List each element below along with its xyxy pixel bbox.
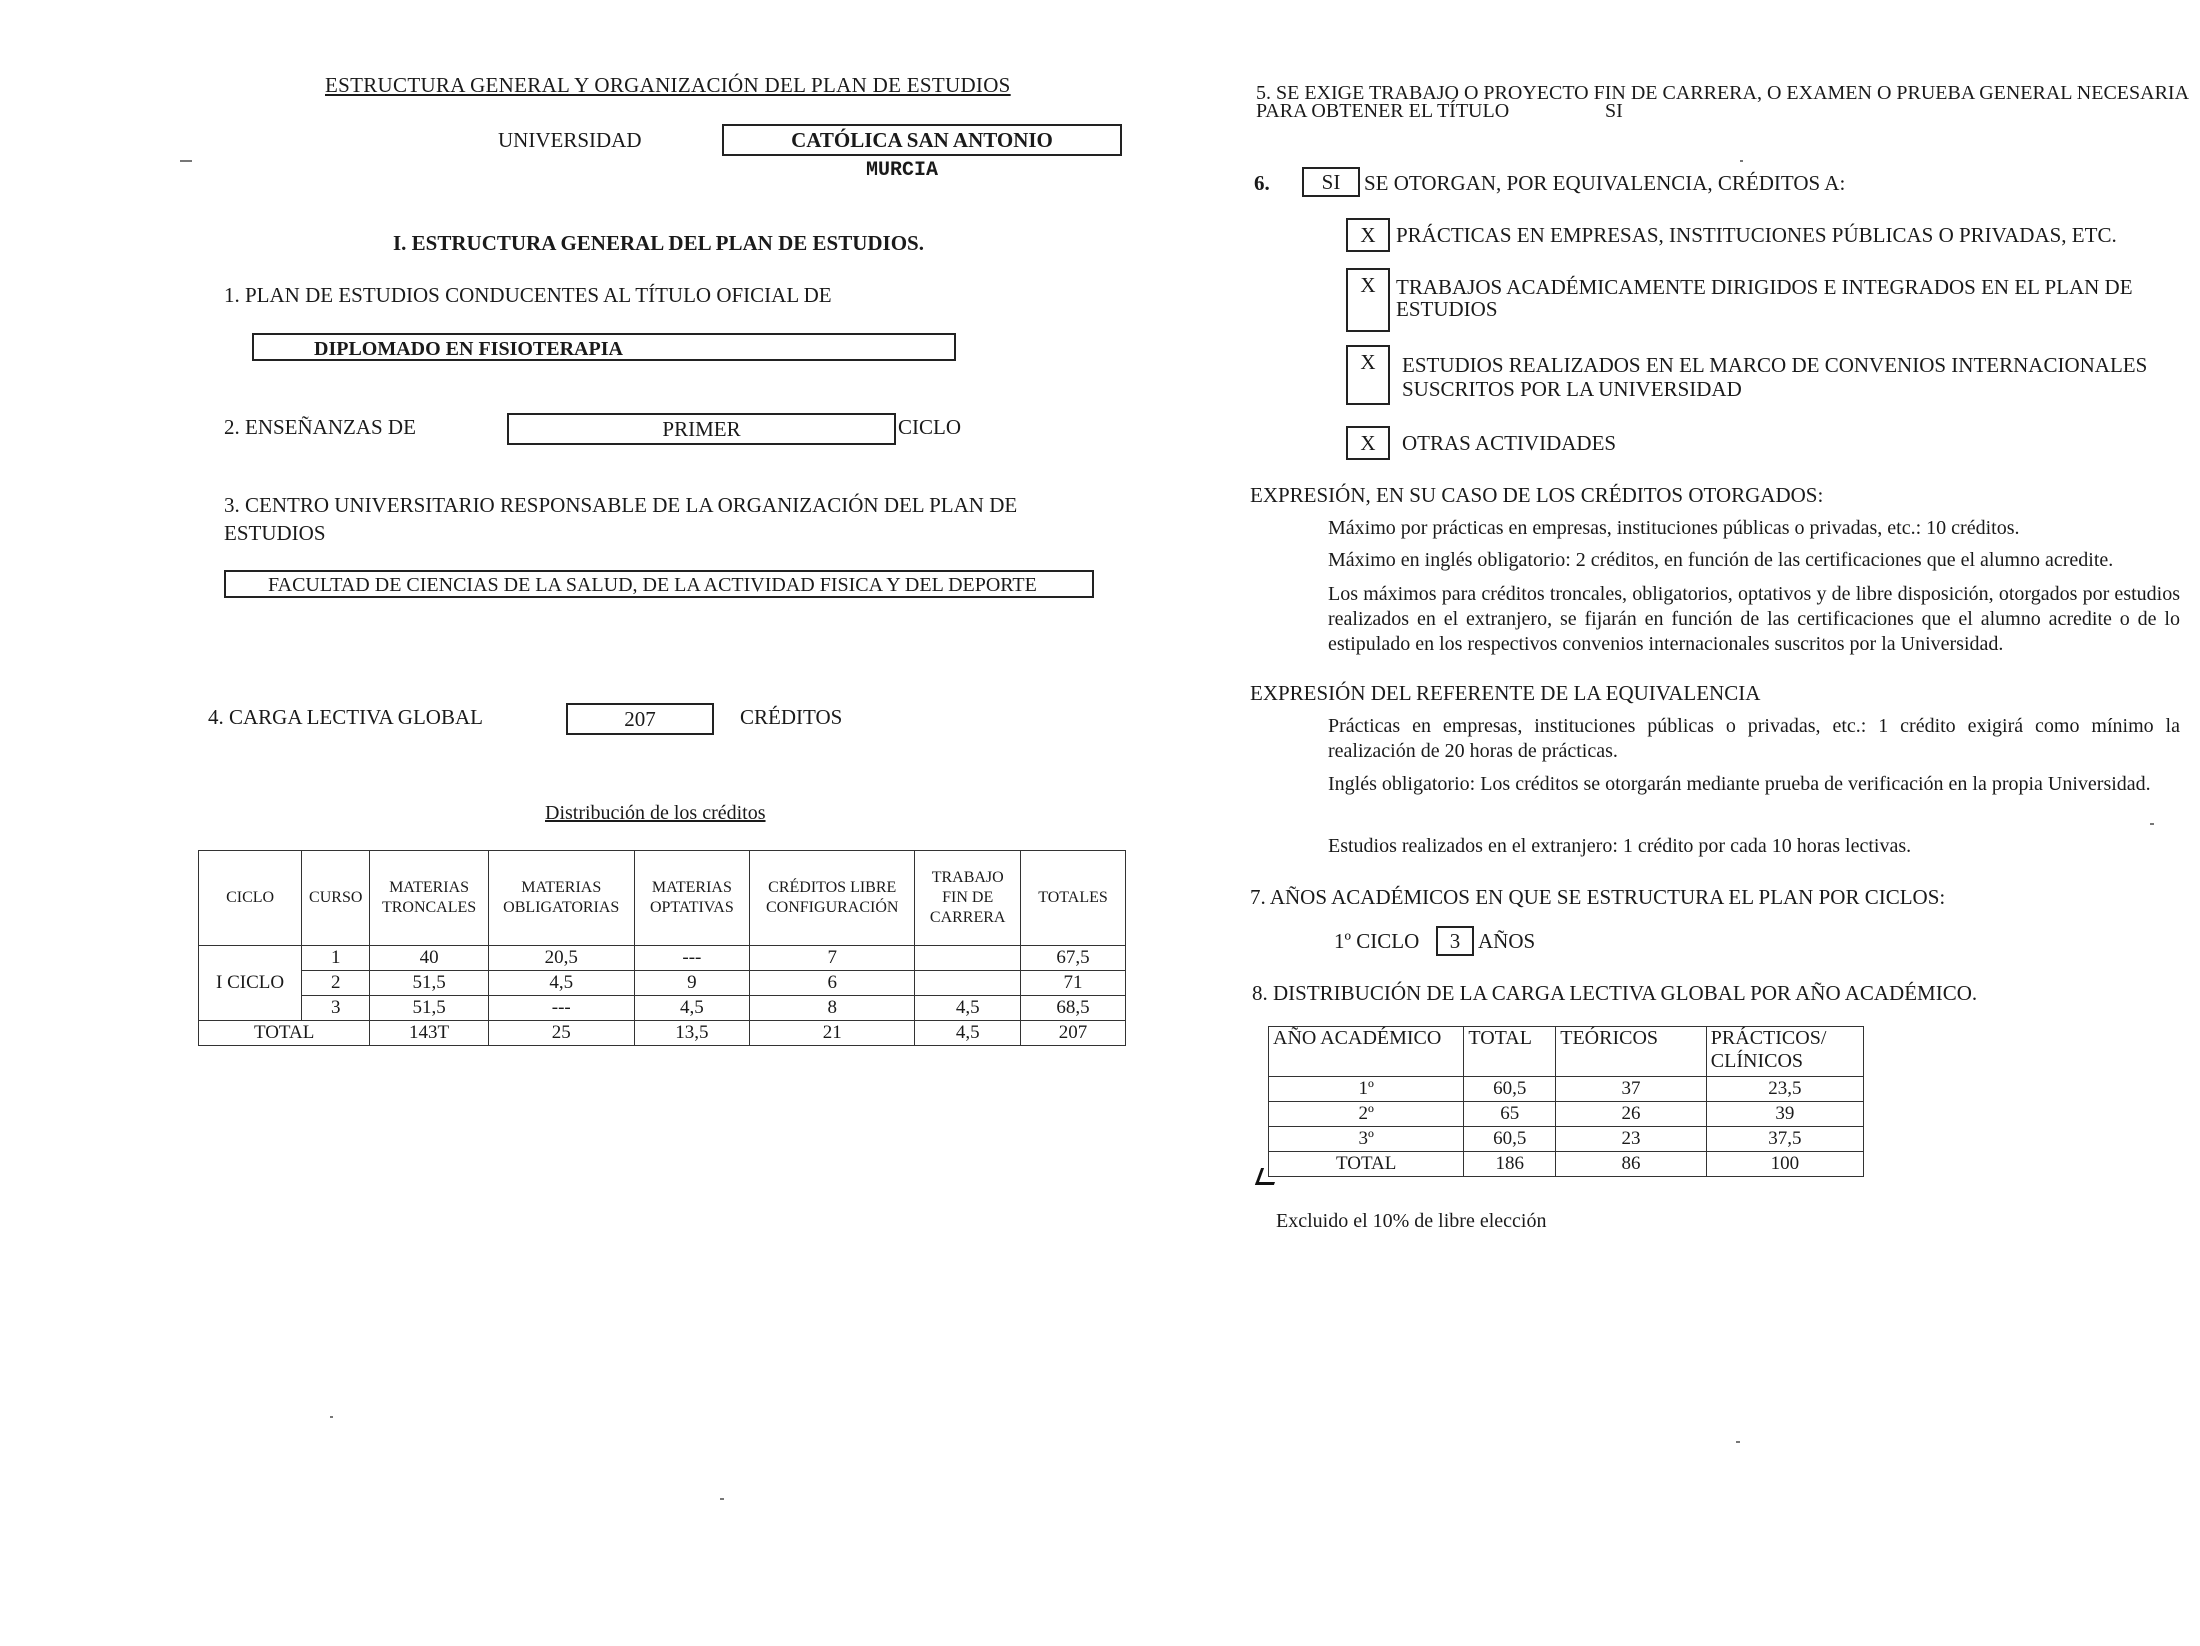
cell-curso: 1 bbox=[302, 946, 370, 971]
item7-label: 7. AÑOS ACADÉMICOS EN QUE SE ESTRUCTURA EL PLAN POR CICLOS: bbox=[1250, 885, 1946, 909]
expr1-p3: Los máximos para créditos troncales, obligatorios, optativos y de libre disposición, otorgados por estudios realizados en el extranjero, se fijarán en función de las certificaciones que el alumno acredite o de lo estipulado en los respectivos convenios internacionales suscritos por la Universidad. bbox=[1328, 583, 2180, 655]
item1-label: 1. PLAN DE ESTUDIOS CONDUCENTES AL TÍTULO OFICIAL DE bbox=[224, 283, 832, 307]
scan-mark bbox=[720, 1498, 724, 1500]
table-row bbox=[199, 971, 1126, 996]
universidad-city: MURCIA bbox=[866, 159, 939, 182]
item2-suffix: CICLO bbox=[898, 415, 961, 439]
cell-total: 68,5 bbox=[1021, 996, 1126, 1021]
total-total: 186 bbox=[1464, 1152, 1556, 1177]
cell-optativas: 9 bbox=[634, 971, 749, 996]
distribution-table bbox=[198, 850, 1126, 1046]
total-obligatorias: 25 bbox=[488, 1021, 634, 1046]
cell-obligatorias: 20,5 bbox=[488, 946, 634, 971]
item7-value-box: 3 bbox=[1436, 926, 1474, 956]
item8-label: 8. DISTRIBUCIÓN DE LA CARGA LECTIVA GLOBAL POR AÑO ACADÉMICO. bbox=[1252, 981, 1978, 1005]
scan-mark bbox=[2150, 823, 2154, 825]
cell-year: 2º bbox=[1269, 1102, 1464, 1127]
total-totales: 207 bbox=[1021, 1021, 1126, 1046]
header-trabajo: TRABAJO FIN DE CARRERA bbox=[915, 851, 1021, 946]
scan-mark bbox=[1736, 1441, 1740, 1443]
total-libre: 21 bbox=[750, 1021, 915, 1046]
year-table-total-row bbox=[1269, 1152, 1864, 1177]
table-row bbox=[1269, 1102, 1864, 1127]
header-teoricos: TEÓRICOS bbox=[1556, 1027, 1707, 1077]
total-practicos: 100 bbox=[1706, 1152, 1863, 1177]
ciclo-label: I CICLO bbox=[199, 946, 302, 1021]
item2-value-box: PRIMER bbox=[507, 413, 896, 445]
universidad-value-box: CATÓLICA SAN ANTONIO bbox=[722, 124, 1122, 156]
check-otras[interactable]: X bbox=[1346, 426, 1390, 460]
pen-mark bbox=[1255, 1168, 1280, 1185]
universidad-label: UNIVERSIDAD bbox=[498, 128, 642, 152]
cell-trabajo bbox=[915, 971, 1021, 996]
table-row bbox=[199, 946, 1126, 971]
cell-trabajo: 4,5 bbox=[915, 996, 1021, 1021]
cell-teoricos: 26 bbox=[1556, 1102, 1707, 1127]
header-libre: CRÉDITOS LIBRE CONFIGURACIÓN bbox=[750, 851, 915, 946]
cell-obligatorias: 4,5 bbox=[488, 971, 634, 996]
item7-suffix: AÑOS bbox=[1478, 929, 1536, 953]
expr2-p3: Estudios realizados en el extranjero: 1 crédito por cada 10 horas lectivas. bbox=[1328, 835, 1912, 857]
cell-teoricos: 23 bbox=[1556, 1127, 1707, 1152]
check-convenios-text-line1: ESTUDIOS REALIZADOS EN EL MARCO DE CONVENIOS INTERNACIONALES bbox=[1402, 353, 2148, 377]
header-totales: TOTALES bbox=[1021, 851, 1126, 946]
total-trabajo: 4,5 bbox=[915, 1021, 1021, 1046]
item3-label-line2: ESTUDIOS bbox=[224, 521, 326, 545]
table-row bbox=[1269, 1077, 1864, 1102]
header-ciclo: CICLO bbox=[199, 851, 302, 946]
check-practicas[interactable]: X bbox=[1346, 218, 1390, 252]
header-total: TOTAL bbox=[1464, 1027, 1556, 1077]
expr1-heading: EXPRESIÓN, EN SU CASO DE LOS CRÉDITOS OTORGADOS: bbox=[1250, 483, 1824, 507]
cell-practicos: 39 bbox=[1706, 1102, 1863, 1127]
year-table-header-row bbox=[1269, 1027, 1864, 1077]
section1-heading: I. ESTRUCTURA GENERAL DEL PLAN DE ESTUDIOS. bbox=[393, 231, 924, 255]
item6-box: SI bbox=[1302, 167, 1360, 197]
cell-troncales: 51,5 bbox=[370, 996, 489, 1021]
cell-libre: 6 bbox=[750, 971, 915, 996]
scan-mark bbox=[330, 1416, 333, 1418]
item6-number: 6. bbox=[1254, 171, 1270, 195]
header-curso: CURSO bbox=[302, 851, 370, 946]
check-convenios-mark: X bbox=[1360, 350, 1376, 374]
cell-total: 65 bbox=[1464, 1102, 1556, 1127]
check-trabajos-mark: X bbox=[1360, 273, 1376, 297]
scan-mark bbox=[1740, 160, 1743, 162]
expr1-p2: Máximo en inglés obligatorio: 2 créditos, en función de las certificaciones que el alumno acredite. bbox=[1328, 549, 2114, 571]
cell-total: 67,5 bbox=[1021, 946, 1126, 971]
cell-practicos: 23,5 bbox=[1706, 1077, 1863, 1102]
total-teoricos: 86 bbox=[1556, 1152, 1707, 1177]
item1-value-box: DIPLOMADO EN FISIOTERAPIA bbox=[252, 333, 956, 361]
year-table bbox=[1268, 1026, 1864, 1177]
total-troncales: 143T bbox=[370, 1021, 489, 1046]
table-header-row bbox=[199, 851, 1126, 946]
page-title: ESTRUCTURA GENERAL Y ORGANIZACIÓN DEL PLAN DE ESTUDIOS bbox=[325, 73, 1011, 97]
cell-troncales: 51,5 bbox=[370, 971, 489, 996]
item4-suffix: CRÉDITOS bbox=[740, 705, 843, 729]
check-convenios[interactable] bbox=[1346, 345, 1390, 405]
expr1-p1: Máximo por prácticas en empresas, instituciones públicas o privadas, etc.: 10 créditos. bbox=[1328, 517, 2020, 539]
header-obligatorias: MATERIAS OBLIGATORIAS bbox=[488, 851, 634, 946]
cell-optativas: --- bbox=[634, 946, 749, 971]
item5-line2: PARA OBTENER EL TÍTULO bbox=[1256, 100, 1510, 122]
total-optativas: 13,5 bbox=[634, 1021, 749, 1046]
cell-practicos: 37,5 bbox=[1706, 1127, 1863, 1152]
check-trabajos-text-line1: TRABAJOS ACADÉMICAMENTE DIRIGIDOS E INTEGRADOS EN EL PLAN DE bbox=[1396, 275, 2133, 299]
header-ano: AÑO ACADÉMICO bbox=[1269, 1027, 1464, 1077]
cell-libre: 7 bbox=[750, 946, 915, 971]
header-troncales: MATERIAS TRONCALES bbox=[370, 851, 489, 946]
check-trabajos[interactable] bbox=[1346, 268, 1390, 332]
cell-teoricos: 37 bbox=[1556, 1077, 1707, 1102]
expr2-p2: Inglés obligatorio: Los créditos se otorgarán mediante prueba de verificación en la propia Universidad. bbox=[1328, 773, 2151, 795]
cell-total: 71 bbox=[1021, 971, 1126, 996]
cell-libre: 8 bbox=[750, 996, 915, 1021]
cell-curso: 3 bbox=[302, 996, 370, 1021]
cell-total: 60,5 bbox=[1464, 1127, 1556, 1152]
cell-year: 1º bbox=[1269, 1077, 1464, 1102]
item7-ciclo: 1º CICLO bbox=[1334, 929, 1420, 953]
item4-label: 4. CARGA LECTIVA GLOBAL bbox=[208, 705, 483, 729]
total-label: TOTAL bbox=[199, 1021, 370, 1046]
table-row bbox=[1269, 1127, 1864, 1152]
item2-label: 2. ENSEÑANZAS DE bbox=[224, 415, 416, 439]
expr2-heading: EXPRESIÓN DEL REFERENTE DE LA EQUIVALENCIA bbox=[1250, 681, 1761, 705]
header-practicos: PRÁCTICOS/ CLÍNICOS bbox=[1706, 1027, 1863, 1077]
cell-total: 60,5 bbox=[1464, 1077, 1556, 1102]
item6-label: SE OTORGAN, POR EQUIVALENCIA, CRÉDITOS A: bbox=[1364, 171, 1846, 195]
cell-trabajo bbox=[915, 946, 1021, 971]
distribution-title: Distribución de los créditos bbox=[545, 802, 766, 824]
cell-optativas: 4,5 bbox=[634, 996, 749, 1021]
table-total-row bbox=[199, 1021, 1126, 1046]
total-label: TOTAL bbox=[1269, 1152, 1464, 1177]
item5-line1: 5. SE EXIGE TRABAJO O PROYECTO FIN DE CARRERA, O EXAMEN O PRUEBA GENERAL NECESARIA bbox=[1256, 82, 2190, 104]
cell-obligatorias: --- bbox=[488, 996, 634, 1021]
cell-year: 3º bbox=[1269, 1127, 1464, 1152]
cell-curso: 2 bbox=[302, 971, 370, 996]
item5-value: SI bbox=[1605, 100, 1623, 122]
check-convenios-text-line2: SUSCRITOS POR LA UNIVERSIDAD bbox=[1402, 377, 1742, 401]
header-optativas: MATERIAS OPTATIVAS bbox=[634, 851, 749, 946]
footnote: Excluido el 10% de libre elección bbox=[1276, 1210, 1547, 1232]
check-trabajos-text-line2: ESTUDIOS bbox=[1396, 297, 1498, 321]
scan-mark bbox=[180, 160, 192, 162]
item3-label-line1: 3. CENTRO UNIVERSITARIO RESPONSABLE DE LA ORGANIZACIÓN DEL PLAN DE bbox=[224, 493, 1018, 517]
check-practicas-text: PRÁCTICAS EN EMPRESAS, INSTITUCIONES PÚBLICAS O PRIVADAS, ETC. bbox=[1396, 223, 2117, 247]
check-otras-text: OTRAS ACTIVIDADES bbox=[1402, 431, 1617, 455]
table-row bbox=[199, 996, 1126, 1021]
item3-value-box: FACULTAD DE CIENCIAS DE LA SALUD, DE LA ACTIVIDAD FISICA Y DEL DEPORTE bbox=[224, 570, 1094, 598]
item4-value-box: 207 bbox=[566, 703, 714, 735]
expr2-p1: Prácticas en empresas, instituciones públicas o privadas, etc.: 1 crédito exigirá como mínimo la realización de 20 horas de prácticas. bbox=[1328, 715, 2180, 762]
cell-troncales: 40 bbox=[370, 946, 489, 971]
